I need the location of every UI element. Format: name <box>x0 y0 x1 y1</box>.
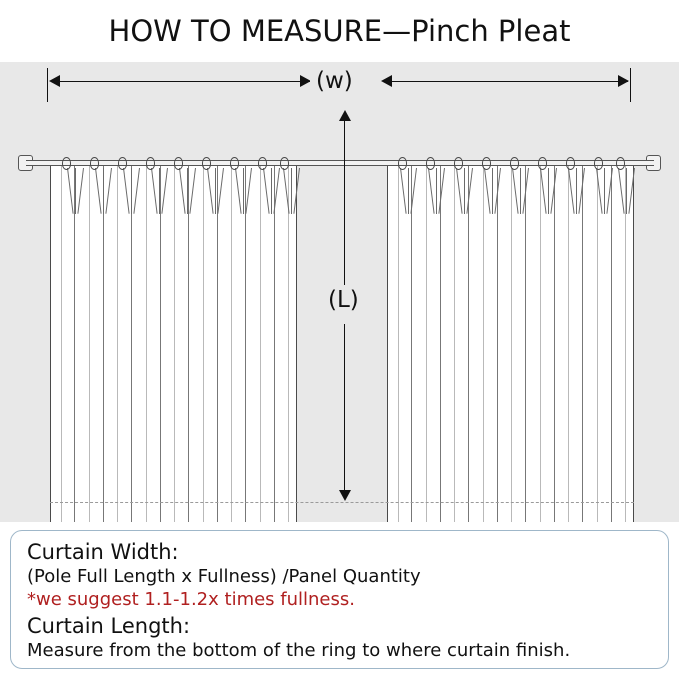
curtain-ring <box>258 157 267 170</box>
length-arrow-top <box>339 110 351 121</box>
curtain-ring <box>566 157 575 170</box>
length-dimension-label: (L) <box>322 287 365 313</box>
curtain-ring <box>616 157 625 170</box>
curtain-width-heading: Curtain Width: <box>27 540 179 564</box>
curtain-length-heading: Curtain Length: <box>27 613 191 638</box>
length-line-lower <box>344 324 345 492</box>
curtain-ring <box>146 157 155 170</box>
curtain-ring <box>482 157 491 170</box>
width-tick-left <box>47 68 48 102</box>
width-arrow-right <box>618 75 629 87</box>
illustration-panel <box>0 62 679 522</box>
curtain-width-formula: (Pole Full Length x Fullness) /Panel Quantity <box>27 565 421 587</box>
curtain-ring <box>510 157 519 170</box>
right-curtain-panel <box>387 166 634 522</box>
hem-guide-line <box>50 502 634 503</box>
length-arrow-bottom <box>339 490 351 501</box>
left-curtain-panel <box>50 166 297 522</box>
width-dimension-label: (w) <box>310 68 359 94</box>
width-line-right <box>388 81 628 82</box>
curtain-ring <box>62 157 71 170</box>
curtain-ring <box>280 157 289 170</box>
length-line-upper <box>344 120 345 285</box>
curtain-ring <box>594 157 603 170</box>
width-tick-right <box>630 68 631 102</box>
curtain-ring <box>202 157 211 170</box>
curtain-ring <box>230 157 239 170</box>
curtain-ring <box>174 157 183 170</box>
curtain-ring <box>426 157 435 170</box>
curtain-ring <box>118 157 127 170</box>
curtain-ring <box>538 157 547 170</box>
curtain-ring <box>454 157 463 170</box>
page-title: HOW TO MEASURE—Pinch Pleat <box>108 14 571 48</box>
fullness-suggestion-note: *we suggest 1.1-1.2x times fullness. <box>27 589 355 611</box>
curtain-length-text: Measure from the bottom of the ring to where curtain finish. <box>27 639 571 661</box>
measurement-info-box <box>10 530 669 669</box>
curtain-ring <box>90 157 99 170</box>
width-line-left <box>55 81 310 82</box>
curtain-ring <box>398 157 407 170</box>
title-bar <box>0 0 679 62</box>
